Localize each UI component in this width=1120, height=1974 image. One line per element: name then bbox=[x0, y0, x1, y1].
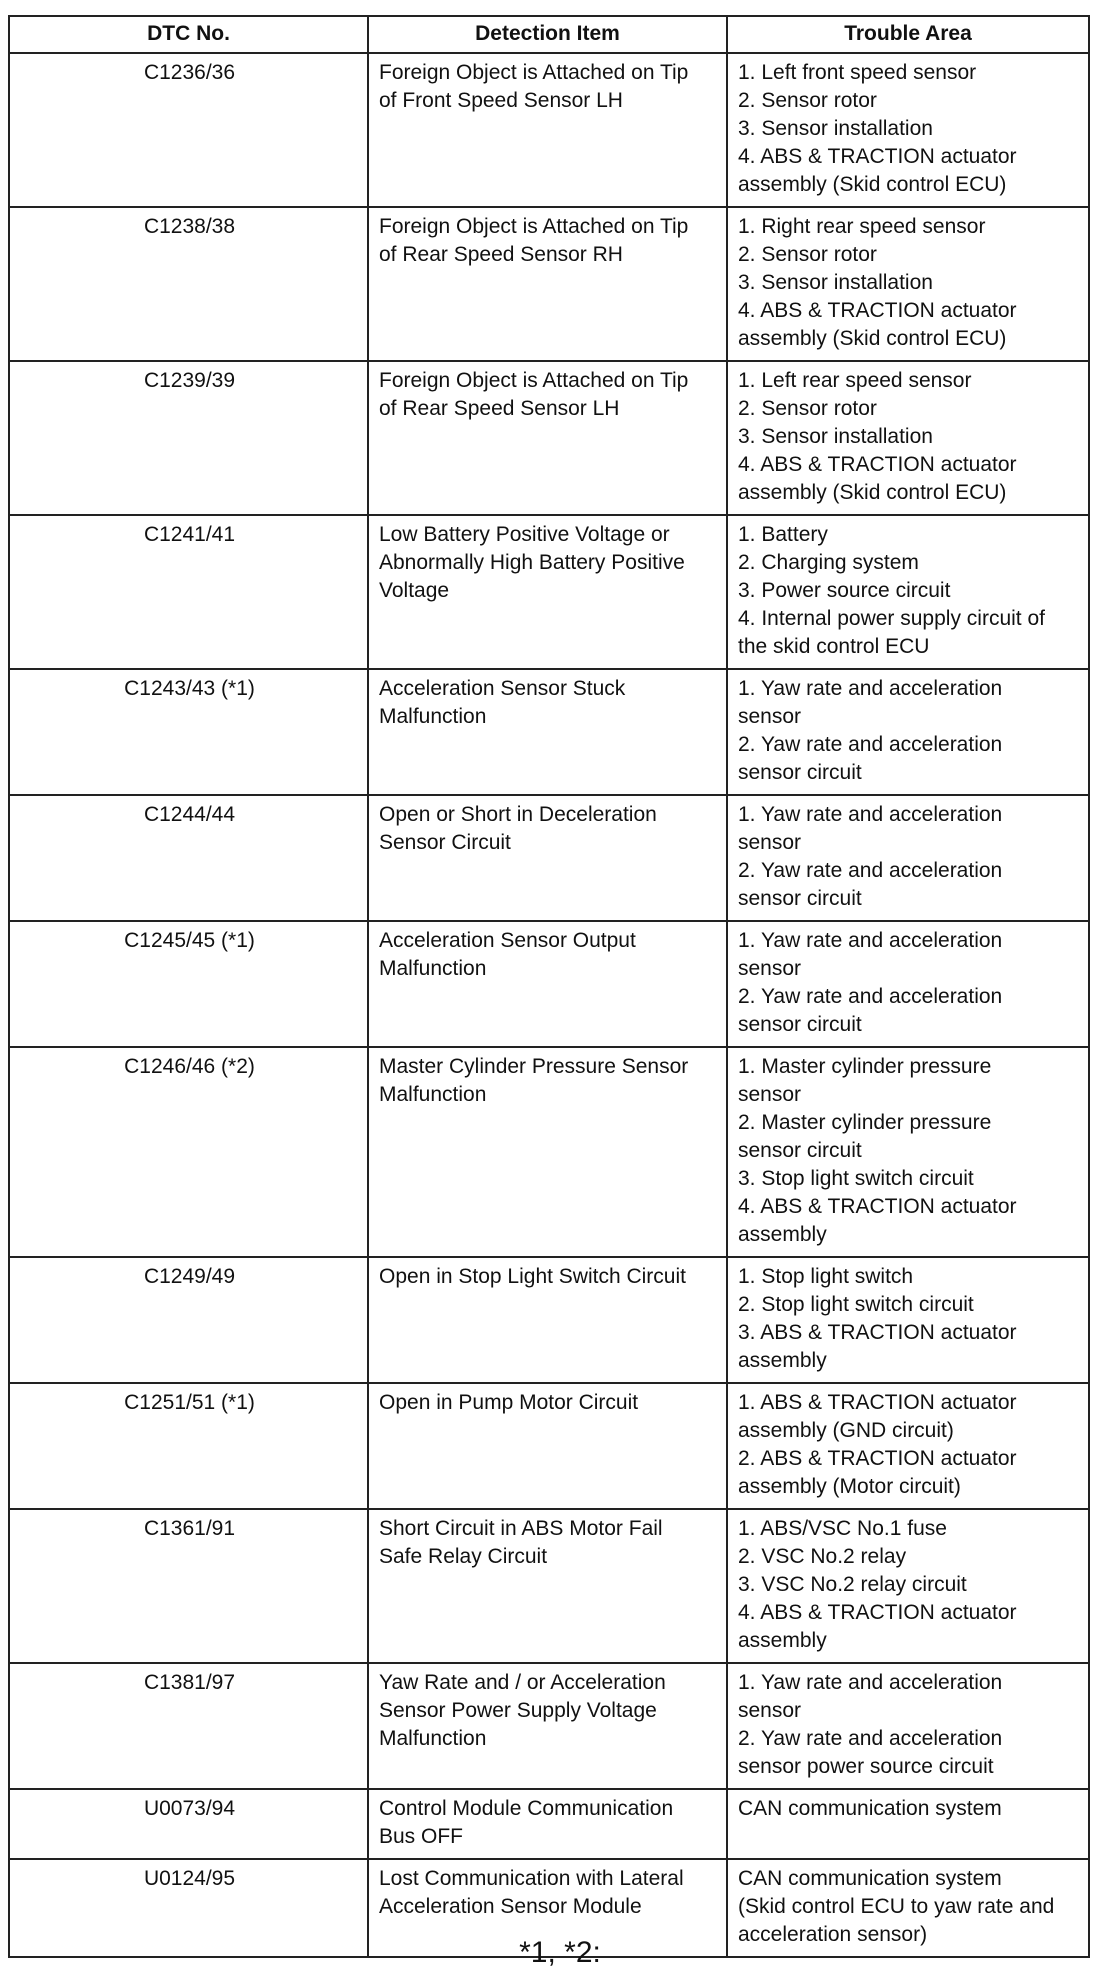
trouble-area-line: assembly (Skid control ECU) bbox=[738, 327, 1007, 350]
trouble-area-line: 4. Internal power supply circuit of bbox=[738, 607, 1045, 630]
trouble-area-line: 1. Stop light switch bbox=[738, 1265, 914, 1288]
trouble-area-line: 1. ABS & TRACTION actuator bbox=[738, 1391, 1017, 1414]
trouble-area-line: 1. Yaw rate and acceleration bbox=[738, 929, 1003, 952]
detection-item-line: Control Module Communication bbox=[379, 1797, 674, 1820]
table-row bbox=[9, 1257, 1089, 1383]
detection-item-line: Safe Relay Circuit bbox=[379, 1545, 548, 1568]
table-row bbox=[9, 53, 1089, 207]
dtc-code-cell: C1361/91 bbox=[9, 1509, 368, 1663]
trouble-area-line: 2. Charging system bbox=[738, 551, 919, 574]
trouble-area-line: 3. Sensor installation bbox=[738, 425, 933, 448]
dtc-code-cell: C1249/49 bbox=[9, 1257, 368, 1383]
detection-item-cell bbox=[368, 921, 727, 1047]
trouble-area-line: 4. ABS & TRACTION actuator bbox=[738, 1601, 1017, 1624]
table-row bbox=[9, 1047, 1089, 1257]
dtc-code-cell: C1251/51 (*1) bbox=[9, 1383, 368, 1509]
detection-item-line: Yaw Rate and / or Acceleration bbox=[379, 1671, 666, 1694]
dtc-code-cell: C1381/97 bbox=[9, 1663, 368, 1789]
detection-item-line: Open in Stop Light Switch Circuit bbox=[379, 1265, 686, 1288]
trouble-area-line: 3. ABS & TRACTION actuator bbox=[738, 1321, 1017, 1344]
detection-item-cell bbox=[368, 1047, 727, 1257]
detection-item-line: Malfunction bbox=[379, 1083, 487, 1106]
trouble-area-line: CAN communication system bbox=[738, 1867, 1002, 1890]
dtc-code-cell: C1238/38 bbox=[9, 207, 368, 361]
trouble-area-line: 2. Yaw rate and acceleration bbox=[738, 1727, 1003, 1750]
header-row bbox=[9, 16, 1089, 53]
trouble-area-line: assembly (Motor circuit) bbox=[738, 1475, 961, 1498]
trouble-area-line: 4. ABS & TRACTION actuator bbox=[738, 145, 1017, 168]
trouble-area-cell bbox=[727, 207, 1089, 361]
trouble-area-line: assembly bbox=[738, 1629, 827, 1652]
detection-item-line: of Rear Speed Sensor RH bbox=[379, 243, 623, 266]
trouble-area-line: 4. ABS & TRACTION actuator bbox=[738, 453, 1017, 476]
trouble-area-line: sensor bbox=[738, 705, 802, 728]
trouble-area-line: sensor circuit bbox=[738, 761, 862, 784]
trouble-area-line: sensor bbox=[738, 1699, 802, 1722]
trouble-area-line: 1. Master cylinder pressure bbox=[738, 1055, 992, 1078]
trouble-area-line: 1. Yaw rate and acceleration bbox=[738, 803, 1003, 826]
trouble-area-cell bbox=[727, 1383, 1089, 1509]
trouble-area-line: assembly (Skid control ECU) bbox=[738, 481, 1007, 504]
detection-item-line: Sensor Circuit bbox=[379, 831, 511, 854]
table-row bbox=[9, 1509, 1089, 1663]
dtc-code-cell: C1246/46 (*2) bbox=[9, 1047, 368, 1257]
table-row bbox=[9, 207, 1089, 361]
trouble-area-line: 1. Right rear speed sensor bbox=[738, 215, 986, 238]
trouble-area-cell bbox=[727, 1257, 1089, 1383]
detection-item-cell bbox=[368, 1663, 727, 1789]
trouble-area-line: 4. ABS & TRACTION actuator bbox=[738, 1195, 1017, 1218]
dtc-code-cell: U0073/94 bbox=[9, 1789, 368, 1859]
detection-item-line: Acceleration Sensor Module bbox=[379, 1895, 642, 1918]
dtc-code-cell: C1243/43 (*1) bbox=[9, 669, 368, 795]
dtc-table bbox=[8, 15, 1090, 1958]
table-header bbox=[9, 16, 1089, 53]
detection-item-cell bbox=[368, 1789, 727, 1859]
trouble-area-line: 2. Sensor rotor bbox=[738, 89, 877, 112]
detection-item-line: Lost Communication with Lateral bbox=[379, 1867, 684, 1890]
table-row bbox=[9, 1383, 1089, 1509]
table-row bbox=[9, 669, 1089, 795]
trouble-area-line: 1. Left rear speed sensor bbox=[738, 369, 972, 392]
detection-item-cell bbox=[368, 669, 727, 795]
trouble-area-line: 2. Sensor rotor bbox=[738, 397, 877, 420]
detection-item-line: Malfunction bbox=[379, 1727, 487, 1750]
table-row bbox=[9, 921, 1089, 1047]
detection-item-line: Malfunction bbox=[379, 957, 487, 980]
trouble-area-line: sensor power source circuit bbox=[738, 1755, 994, 1778]
detection-item-line: Open or Short in Deceleration bbox=[379, 803, 657, 826]
trouble-area-line: assembly (Skid control ECU) bbox=[738, 173, 1007, 196]
footnote: *1, *2: bbox=[519, 1936, 601, 1969]
trouble-area-cell bbox=[727, 53, 1089, 207]
trouble-area-line: 4. ABS & TRACTION actuator bbox=[738, 299, 1017, 322]
trouble-area-cell bbox=[727, 1789, 1089, 1859]
header-trouble-area: Trouble Area bbox=[727, 16, 1089, 53]
detection-item-line: Foreign Object is Attached on Tip bbox=[379, 61, 689, 84]
detection-item-cell bbox=[368, 795, 727, 921]
trouble-area-line: 3. Sensor installation bbox=[738, 271, 933, 294]
dtc-code-cell: C1239/39 bbox=[9, 361, 368, 515]
detection-item-line: Master Cylinder Pressure Sensor bbox=[379, 1055, 689, 1078]
trouble-area-cell bbox=[727, 669, 1089, 795]
trouble-area-line: CAN communication system bbox=[738, 1797, 1002, 1820]
trouble-area-line: assembly bbox=[738, 1349, 827, 1372]
trouble-area-line: 2. Master cylinder pressure bbox=[738, 1111, 992, 1134]
detection-item-line: Low Battery Positive Voltage or bbox=[379, 523, 670, 546]
trouble-area-line: sensor bbox=[738, 1083, 802, 1106]
detection-item-cell bbox=[368, 53, 727, 207]
trouble-area-line: 1. Yaw rate and acceleration bbox=[738, 677, 1003, 700]
detection-item-cell bbox=[368, 361, 727, 515]
trouble-area-line: 2. ABS & TRACTION actuator bbox=[738, 1447, 1017, 1470]
trouble-area-cell bbox=[727, 921, 1089, 1047]
detection-item-line: Abnormally High Battery Positive bbox=[379, 551, 685, 574]
trouble-area-line: 3. Stop light switch circuit bbox=[738, 1167, 974, 1190]
trouble-area-line: 1. Battery bbox=[738, 523, 828, 546]
trouble-area-line: sensor bbox=[738, 957, 802, 980]
trouble-area-line: 2. Yaw rate and acceleration bbox=[738, 859, 1003, 882]
dtc-code-cell: C1244/44 bbox=[9, 795, 368, 921]
dtc-code-cell: U0124/95 bbox=[9, 1859, 368, 1957]
trouble-area-line: assembly (GND circuit) bbox=[738, 1419, 954, 1442]
table-row bbox=[9, 1663, 1089, 1789]
detection-item-cell bbox=[368, 1257, 727, 1383]
detection-item-cell bbox=[368, 515, 727, 669]
detection-item-line: Malfunction bbox=[379, 705, 487, 728]
detection-item-line: of Rear Speed Sensor LH bbox=[379, 397, 620, 420]
trouble-area-line: acceleration sensor) bbox=[738, 1923, 928, 1946]
table-row bbox=[9, 515, 1089, 669]
trouble-area-line: 3. Power source circuit bbox=[738, 579, 951, 602]
trouble-area-cell bbox=[727, 1047, 1089, 1257]
trouble-area-line: the skid control ECU bbox=[738, 635, 930, 658]
detection-item-line: Acceleration Sensor Stuck bbox=[379, 677, 626, 700]
detection-item-cell bbox=[368, 1383, 727, 1509]
trouble-area-line: 2. Stop light switch circuit bbox=[738, 1293, 974, 1316]
header-detection-item: Detection Item bbox=[368, 16, 727, 53]
trouble-area-line: 2. Yaw rate and acceleration bbox=[738, 733, 1003, 756]
detection-item-cell bbox=[368, 207, 727, 361]
detection-item-line: Acceleration Sensor Output bbox=[379, 929, 636, 952]
detection-item-line: Open in Pump Motor Circuit bbox=[379, 1391, 639, 1414]
detection-item-line: Sensor Power Supply Voltage bbox=[379, 1699, 657, 1722]
header-dtc-no: DTC No. bbox=[9, 16, 368, 53]
trouble-area-line: 3. VSC No.2 relay circuit bbox=[738, 1573, 967, 1596]
trouble-area-line: 1. Left front speed sensor bbox=[738, 61, 977, 84]
detection-item-line: Voltage bbox=[379, 579, 450, 602]
trouble-area-line: 1. Yaw rate and acceleration bbox=[738, 1671, 1003, 1694]
detection-item-cell bbox=[368, 1509, 727, 1663]
trouble-area-line: sensor circuit bbox=[738, 1139, 862, 1162]
table-body bbox=[9, 53, 1089, 1957]
trouble-area-line: 2. Sensor rotor bbox=[738, 243, 877, 266]
trouble-area-line: (Skid control ECU to yaw rate and bbox=[738, 1895, 1055, 1918]
trouble-area-line: 2. Yaw rate and acceleration bbox=[738, 985, 1003, 1008]
trouble-area-cell bbox=[727, 361, 1089, 515]
table-row bbox=[9, 361, 1089, 515]
trouble-area-line: sensor circuit bbox=[738, 1013, 862, 1036]
table-row bbox=[9, 795, 1089, 921]
table-row bbox=[9, 1789, 1089, 1859]
dtc-code-cell: C1241/41 bbox=[9, 515, 368, 669]
detection-item-line: Foreign Object is Attached on Tip bbox=[379, 369, 689, 392]
trouble-area-line: assembly bbox=[738, 1223, 827, 1246]
trouble-area-line: 1. ABS/VSC No.1 fuse bbox=[738, 1517, 947, 1540]
trouble-area-line: sensor bbox=[738, 831, 802, 854]
trouble-area-cell bbox=[727, 1663, 1089, 1789]
dtc-code-cell: C1236/36 bbox=[9, 53, 368, 207]
trouble-area-line: sensor circuit bbox=[738, 887, 862, 910]
trouble-area-cell bbox=[727, 515, 1089, 669]
detection-item-line: Bus OFF bbox=[379, 1825, 464, 1848]
detection-item-line: Short Circuit in ABS Motor Fail bbox=[379, 1517, 663, 1540]
dtc-code-cell: C1245/45 (*1) bbox=[9, 921, 368, 1047]
trouble-area-cell bbox=[727, 1509, 1089, 1663]
detection-item-line: Foreign Object is Attached on Tip bbox=[379, 215, 689, 238]
trouble-area-line: 3. Sensor installation bbox=[738, 117, 933, 140]
trouble-area-cell bbox=[727, 795, 1089, 921]
trouble-area-line: 2. VSC No.2 relay bbox=[738, 1545, 907, 1568]
detection-item-line: of Front Speed Sensor LH bbox=[379, 89, 623, 112]
